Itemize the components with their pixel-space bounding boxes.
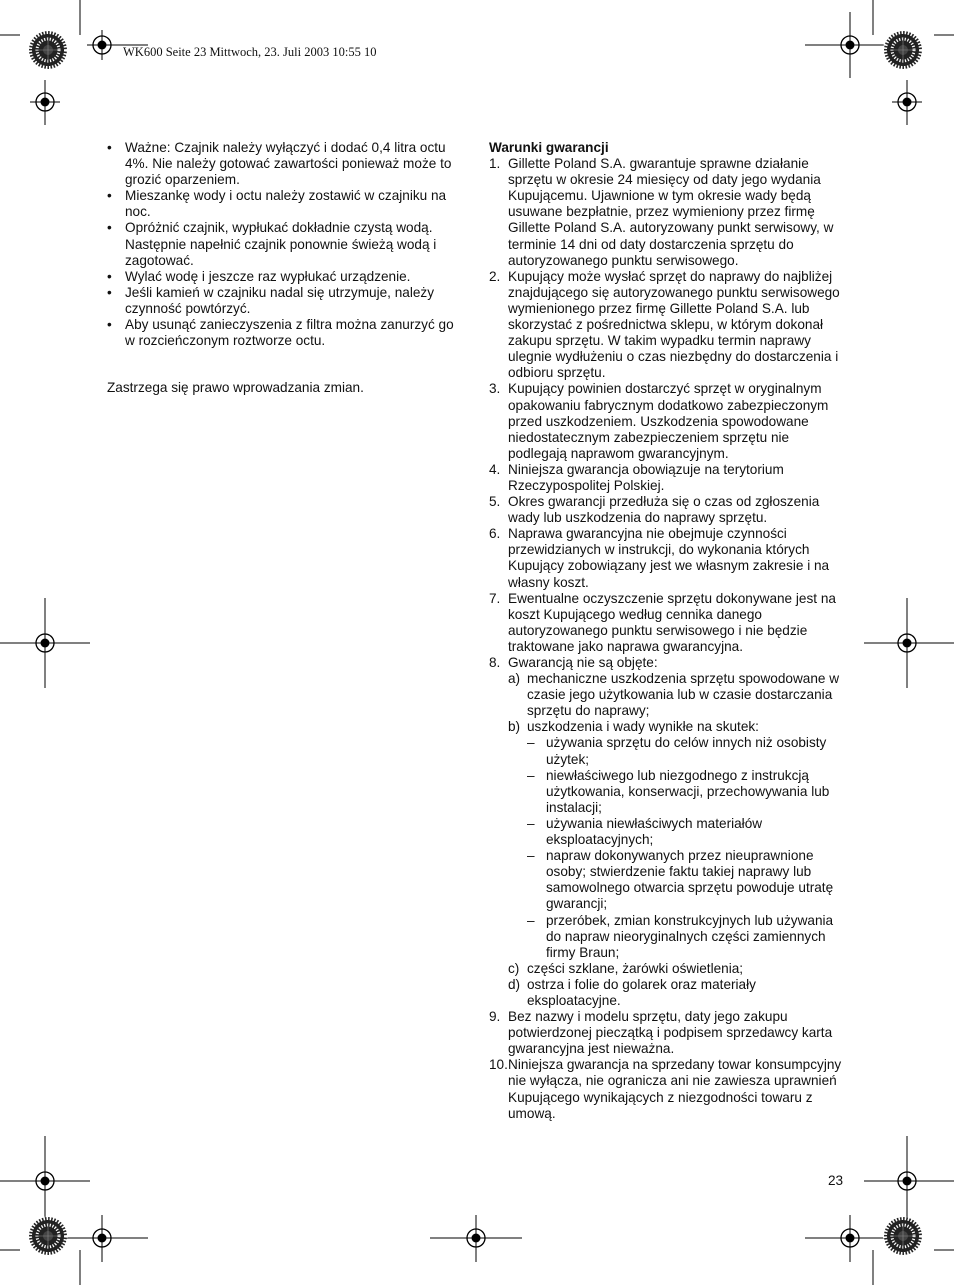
item-number: 9. — [489, 1009, 501, 1025]
item-text: Okres gwarancji przedłuża się o czas od zgłoszenia wady lub uszkodzenia do naprawy sprzętu. — [508, 494, 820, 526]
descaling-step: • Mieszankę wody i octu należy zostawić w czajniku na noc. — [107, 188, 462, 220]
descaling-step: • Ważne: Czajnik należy wyłączyć i dodać 0,4 litra octu 4%. Nie należy gotować zawartości ponieważ może to grozić oparzeniem. — [107, 140, 462, 188]
exclusion-letter: a) — [508, 671, 521, 687]
item-number: 1. — [489, 156, 501, 172]
item-number: 7. — [489, 590, 501, 606]
descaling-step: • Aby usunąć zanieczyszenia z filtra można zanurzyć go w rozcieńczonym roztworze octu. — [107, 317, 462, 349]
item-text: Gillette Poland S.A. gwarantuje sprawne działanie sprzętu w okresie 24 miesięcy od daty jego wydania Kupującemu. Ujawnione w tym okresie wady będą usuwane bezpłatnie, przez wymieniony przez firmę Gillette Poland S.A. autoryzowany punkt serwisowy, w terminie 14 dni od daty dostarczenia sprzętu do autoryzowanego punktu serwisowego. — [508, 156, 834, 268]
item-number: 3. — [489, 381, 501, 397]
descaling-step: • Jeśli kamień w czajniku nadal się utrzymuje, należy czynność powtórzyć. — [107, 285, 462, 317]
page-number: 23 — [828, 1173, 844, 1188]
item-text: Naprawa gwarancyjna nie obejmuje czynności przewidzianych w instrukcji, do wykonania których Kupujący zobowiązany jest we własnym zakresie i na własny koszt. — [508, 526, 830, 590]
item-number: 2. — [489, 268, 501, 284]
item-text: Ewentualne oczyszczenie sprzętu dokonywane jest na koszt Kupującego według cennika danego autoryzowanego punktu serwisowego i nie będzie traktowane jako naprawa gwarancyjna. — [508, 590, 836, 654]
damage-cause: – przeróbek, zmian konstrukcyjnych lub używania do napraw nieoryginalnych części zamiennych firmy Braun; — [527, 913, 846, 961]
damage-cause: – używania sprzętu do celów innych niż osobisty użytek; — [527, 735, 846, 767]
exclusion-letter: b) — [508, 719, 521, 735]
exclusion-text: uszkodzenia i wady wynikłe na skutek: — [527, 719, 759, 735]
descaling-step: • Wylać wodę i jeszcze raz wypłukać urządzenie. — [107, 269, 462, 285]
item-text: Niniejsza gwarancja na sprzedany towar konsumpcyjny nie wyłącza, nie ogranicza ani nie zawiesza uprawnień Kupującego wynikających z niezgodności towaru z umową. — [508, 1057, 842, 1121]
exclusion-text: mechaniczne uszkodzenia sprzętu spowodowane w czasie jego użytkowania lub w czasie dostarczania sprzętu do naprawy; — [527, 671, 840, 719]
item-text: Niniejsza gwarancja obowiązuje na terytorium Rzeczypospolitej Polskiej. — [508, 461, 784, 493]
item-text: Kupujący może wysłać sprzęt do naprawy do najbliżej znajdującego się autoryzowanego punktu serwisowego wymienionego przez firmę Gillette Poland S.A. lub skorzystać z pośrednictwa sklepu, w którym dokonał zakupu sprzętu. W takim wypadku termin naprawy ulegnie wydłużeniu o czas niezbędny do dostarczenia i odbioru sprzętu. — [508, 268, 840, 381]
change-notice: Zastrzega się prawo wprowadzania zmian. — [107, 380, 364, 396]
damage-cause: – używania niewłaściwych materiałów eksploatacyjnych; — [527, 816, 846, 848]
item-text: Kupujący powinien dostarczyć sprzęt w oryginalnym opakowaniu fabrycznym dodatkowo zabezpieczonym przed uszkodzeniem. Uszkodzenia spowodowane niedostatecznym zabezpieczeniem sprzętu nie podlegają naprawom gwarancyjnym. — [508, 381, 829, 461]
item-text: Gwarancją nie są objęte: — [508, 655, 658, 670]
item-number: 5. — [489, 494, 501, 510]
exclusion-text: ostrza i folie do golarek oraz materiały eksploatacyjne. — [527, 976, 756, 1008]
print-header: WK600 Seite 23 Mittwoch, 23. Juli 2003 10:55 10 — [123, 45, 377, 59]
warranty-heading: Warunki gwarancji — [489, 140, 609, 155]
item-text: Bez nazwy i modelu sprzętu, daty jego zakupu potwierdzonej pieczątką i podpisem sprzedawcy karta gwarancyjna jest nieważna. — [508, 1009, 833, 1057]
item-number: 10. — [489, 1057, 508, 1073]
item-number: 4. — [489, 461, 501, 477]
damage-cause: – napraw dokonywanych przez nieuprawnione osoby; stwierdzenie faktu takiej naprawy lub samowolnego otwarcia sprzętu powoduje utratę gwarancji; — [527, 848, 846, 912]
exclusion-letter: c) — [508, 960, 520, 976]
exclusion-text: części szklane, żarówki oświetlenia; — [527, 960, 744, 976]
item-number: 8. — [489, 655, 501, 670]
item-number: 6. — [489, 526, 501, 542]
damage-cause: – niewłaściwego lub niezgodnego z instrukcją użytkowania, konserwacji, przechowywania lub instalacji; — [527, 768, 846, 816]
exclusion-letter: d) — [508, 976, 521, 992]
descaling-step: • Opróżnić czajnik, wypłukać dokładnie czystą wodą. Następnie napełnić czajnik ponownie świeżą wodą i zagotować. — [107, 220, 462, 268]
